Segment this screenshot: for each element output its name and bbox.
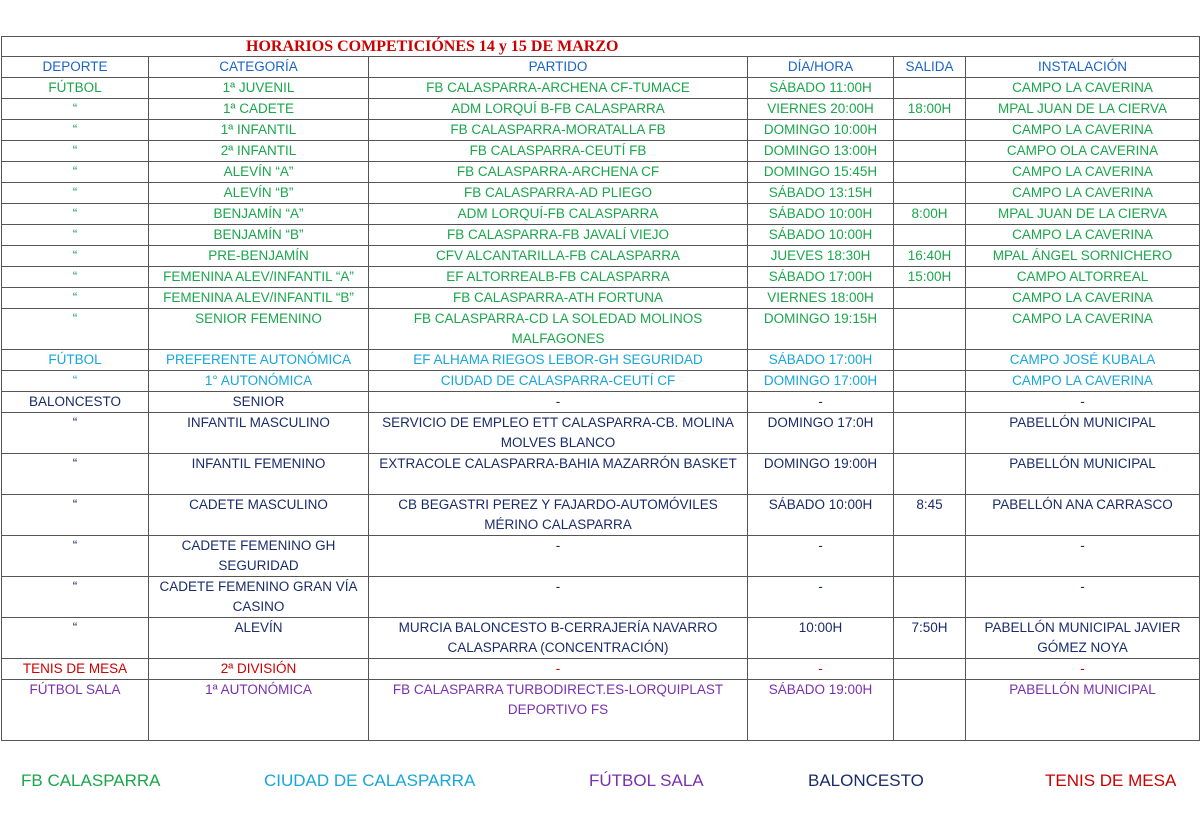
row-instalacion: CAMPO LA CAVERINA [966,309,1200,350]
table-row [2,350,1200,371]
table-row [2,309,1200,350]
row-partido: - [369,536,748,577]
row-categoria: CADETE FEMENINO GRAN VÍA CASINO [149,577,369,618]
row-dia-hora: VIERNES 18:00H [748,288,894,309]
row-salida [894,659,966,680]
row-deporte: “ [2,454,149,495]
table-row [2,577,1200,618]
row-dia-hora: 10:00H [748,618,894,659]
row-instalacion: CAMPO LA CAVERINA [966,162,1200,183]
table-row [2,78,1200,99]
table-row [2,141,1200,162]
row-deporte: “ [2,536,149,577]
row-dia-hora: DOMINGO 13:00H [748,141,894,162]
row-deporte: “ [2,618,149,659]
row-dia-hora: - [748,392,894,413]
legend-ciudad-calasparra: CIUDAD DE CALASPARRA [264,771,476,790]
row-categoria: ALEVÍN “B” [149,183,369,204]
row-categoria: 2ª DIVISIÓN [149,659,369,680]
table-row [2,495,1200,536]
row-categoria: BENJAMÍN “A” [149,204,369,225]
row-deporte: BALONCESTO [2,392,149,413]
row-dia-hora: SÁBADO 10:00H [748,225,894,246]
row-dia-hora: SÁBADO 17:00H [748,267,894,288]
row-deporte: “ [2,120,149,141]
row-partido: MURCIA BALONCESTO B-CERRAJERÍA NAVARRO CALASPARRA (CONCENTRACIÓN) [369,618,748,659]
competition-schedule-table [1,36,1200,741]
row-deporte: TENIS DE MESA [2,659,149,680]
row-instalacion: MPAL ÁNGEL SORNICHERO [966,246,1200,267]
row-salida [894,309,966,350]
row-instalacion: CAMPO LA CAVERINA [966,78,1200,99]
color-legend [0,770,1200,794]
row-deporte: FÚTBOL [2,78,149,99]
title-row [2,37,1200,57]
legend-futbol-sala: FÚTBOL SALA [589,771,704,790]
row-partido: FB CALASPARRA-CD LA SOLEDAD MOLINOS MALFAGONES [369,309,748,350]
header-categoria: CATEGORÍA [149,57,369,78]
row-deporte: “ [2,288,149,309]
row-dia-hora: DOMINGO 17:0H [748,413,894,454]
row-partido: FB CALASPARRA-ARCHENA CF [369,162,748,183]
row-instalacion: CAMPO OLA CAVERINA [966,141,1200,162]
row-partido: ADM LORQUÍ B-FB CALASPARRA [369,99,748,120]
row-instalacion: PABELLÓN MUNICIPAL [966,454,1200,495]
row-deporte: “ [2,204,149,225]
row-dia-hora: - [748,536,894,577]
row-deporte: FÚTBOL SALA [2,680,149,741]
row-deporte: “ [2,495,149,536]
row-dia-hora: DOMINGO 19:15H [748,309,894,350]
row-deporte: “ [2,371,149,392]
row-salida [894,225,966,246]
row-categoria: 1ª AUTONÓMICA [149,680,369,741]
row-partido: CB BEGASTRI PEREZ Y FAJARDO-AUTOMÓVILES MÉRINO CALASPARRA [369,495,748,536]
row-instalacion: CAMPO LA CAVERINA [966,288,1200,309]
row-dia-hora: SÁBADO 17:00H [748,350,894,371]
row-categoria: SENIOR FEMENINO [149,309,369,350]
row-dia-hora: SÁBADO 10:00H [748,495,894,536]
row-partido: FB CALASPARRA-CEUTÍ FB [369,141,748,162]
row-dia-hora: DOMINGO 17:00H [748,371,894,392]
table-row [2,288,1200,309]
row-salida: 7:50H [894,618,966,659]
row-deporte: “ [2,267,149,288]
row-partido: - [369,659,748,680]
row-instalacion: CAMPO JOSÉ KUBALA [966,350,1200,371]
row-categoria: 1ª CADETE [149,99,369,120]
row-partido: FB CALASPARRA-MORATALLA FB [369,120,748,141]
row-dia-hora: - [748,659,894,680]
row-partido: FB CALASPARRA-ATH FORTUNA [369,288,748,309]
table-row [2,413,1200,454]
row-salida [894,78,966,99]
row-deporte: “ [2,246,149,267]
row-partido: FB CALASPARRA-FB JAVALÍ VIEJO [369,225,748,246]
table-row [2,659,1200,680]
row-salida [894,141,966,162]
row-salida [894,392,966,413]
row-deporte: “ [2,225,149,246]
page-title: HORARIOS COMPETICIÓNES 14 y 15 DE MARZO [2,37,1200,57]
row-categoria: ALEVÍN “A” [149,162,369,183]
row-salida: 16:40H [894,246,966,267]
row-categoria: FEMENINA ALEV/INFANTIL “B” [149,288,369,309]
row-dia-hora: - [748,577,894,618]
row-deporte: “ [2,141,149,162]
row-dia-hora: SÁBADO 10:00H [748,204,894,225]
legend-tenis-de-mesa: TENIS DE MESA [1045,771,1177,790]
row-dia-hora: DOMINGO 19:00H [748,454,894,495]
row-dia-hora: JUEVES 18:30H [748,246,894,267]
row-salida [894,162,966,183]
table-row [2,204,1200,225]
row-instalacion: PABELLÓN MUNICIPAL [966,413,1200,454]
row-instalacion: PABELLÓN MUNICIPAL [966,680,1200,741]
row-categoria: PRE-BENJAMÍN [149,246,369,267]
row-categoria: CADETE FEMENINO GH SEGURIDAD [149,536,369,577]
row-dia-hora: DOMINGO 15:45H [748,162,894,183]
row-partido: FB CALASPARRA TURBODIRECT.ES-LORQUIPLAST DEPORTIVO FS [369,680,748,741]
row-partido: FB CALASPARRA-ARCHENA CF-TUMACE [369,78,748,99]
row-deporte: “ [2,309,149,350]
row-dia-hora: SÁBADO 11:00H [748,78,894,99]
row-categoria: 1ª INFANTIL [149,120,369,141]
row-salida: 18:00H [894,99,966,120]
row-instalacion: CAMPO ALTORREAL [966,267,1200,288]
row-instalacion: - [966,536,1200,577]
table-row [2,99,1200,120]
table-row [2,392,1200,413]
row-instalacion: PABELLÓN MUNICIPAL JAVIER GÓMEZ NOYA [966,618,1200,659]
row-dia-hora: VIERNES 20:00H [748,99,894,120]
row-salida [894,413,966,454]
row-instalacion: - [966,392,1200,413]
row-instalacion: CAMPO LA CAVERINA [966,120,1200,141]
row-instalacion: MPAL JUAN DE LA CIERVA [966,204,1200,225]
table-row [2,454,1200,495]
row-partido: EF ALTORREALB-FB CALASPARRA [369,267,748,288]
row-categoria: 1° AUTONÓMICA [149,371,369,392]
row-categoria: BENJAMÍN “B” [149,225,369,246]
row-deporte: “ [2,183,149,204]
row-salida [894,183,966,204]
row-deporte: “ [2,99,149,120]
row-categoria: CADETE MASCULINO [149,495,369,536]
row-deporte: “ [2,162,149,183]
row-instalacion: CAMPO LA CAVERINA [966,183,1200,204]
row-partido: EXTRACOLE CALASPARRA-BAHIA MAZARRÓN BASKET [369,454,748,495]
row-partido: - [369,392,748,413]
row-partido: CFV ALCANTARILLA-FB CALASPARRA [369,246,748,267]
header-salida: SALIDA [894,57,966,78]
row-partido: ADM LORQUÍ-FB CALASPARRA [369,204,748,225]
header-deporte: DEPORTE [2,57,149,78]
row-salida [894,371,966,392]
table-row [2,183,1200,204]
row-dia-hora: DOMINGO 10:00H [748,120,894,141]
row-salida [894,577,966,618]
row-categoria: INFANTIL FEMENINO [149,454,369,495]
row-dia-hora: SÁBADO 19:00H [748,680,894,741]
row-instalacion: MPAL JUAN DE LA CIERVA [966,99,1200,120]
row-categoria: SENIOR [149,392,369,413]
legend-fb-calasparra: FB CALASPARRA [21,771,161,790]
row-categoria: PREFERENTE AUTONÓMICA [149,350,369,371]
row-salida [894,120,966,141]
table-row [2,536,1200,577]
table-row [2,225,1200,246]
table-row [2,246,1200,267]
row-salida: 8:45 [894,495,966,536]
row-salida [894,536,966,577]
legend-baloncesto: BALONCESTO [808,771,924,790]
row-salida [894,350,966,371]
table-row [2,267,1200,288]
row-categoria: 2ª INFANTIL [149,141,369,162]
row-instalacion: CAMPO LA CAVERINA [966,225,1200,246]
row-salida: 15:00H [894,267,966,288]
header-instalacion: INSTALACIÓN [966,57,1200,78]
row-salida [894,454,966,495]
row-categoria: 1ª JUVENIL [149,78,369,99]
row-dia-hora: SÁBADO 13:15H [748,183,894,204]
header-partido: PARTIDO [369,57,748,78]
row-salida [894,288,966,309]
row-partido: SERVICIO DE EMPLEO ETT CALASPARRA-CB. MOLINA MOLVES BLANCO [369,413,748,454]
row-salida: 8:00H [894,204,966,225]
row-partido: CIUDAD DE CALASPARRA-CEUTÍ CF [369,371,748,392]
row-deporte: “ [2,413,149,454]
header-dia-hora: DÍA/HORA [748,57,894,78]
row-salida [894,680,966,741]
row-partido: EF ALHAMA RIEGOS LEBOR-GH SEGURIDAD [369,350,748,371]
table-row [2,120,1200,141]
row-partido: FB CALASPARRA-AD PLIEGO [369,183,748,204]
row-categoria: ALEVÍN [149,618,369,659]
row-categoria: INFANTIL MASCULINO [149,413,369,454]
header-row [2,57,1200,78]
table-row [2,680,1200,741]
row-deporte: FÚTBOL [2,350,149,371]
row-deporte: “ [2,577,149,618]
row-instalacion: CAMPO LA CAVERINA [966,371,1200,392]
row-instalacion: PABELLÓN ANA CARRASCO [966,495,1200,536]
table-row [2,162,1200,183]
table-row [2,618,1200,659]
row-partido: - [369,577,748,618]
row-instalacion: - [966,659,1200,680]
row-categoria: FEMENINA ALEV/INFANTIL “A” [149,267,369,288]
table-row [2,371,1200,392]
row-instalacion: - [966,577,1200,618]
